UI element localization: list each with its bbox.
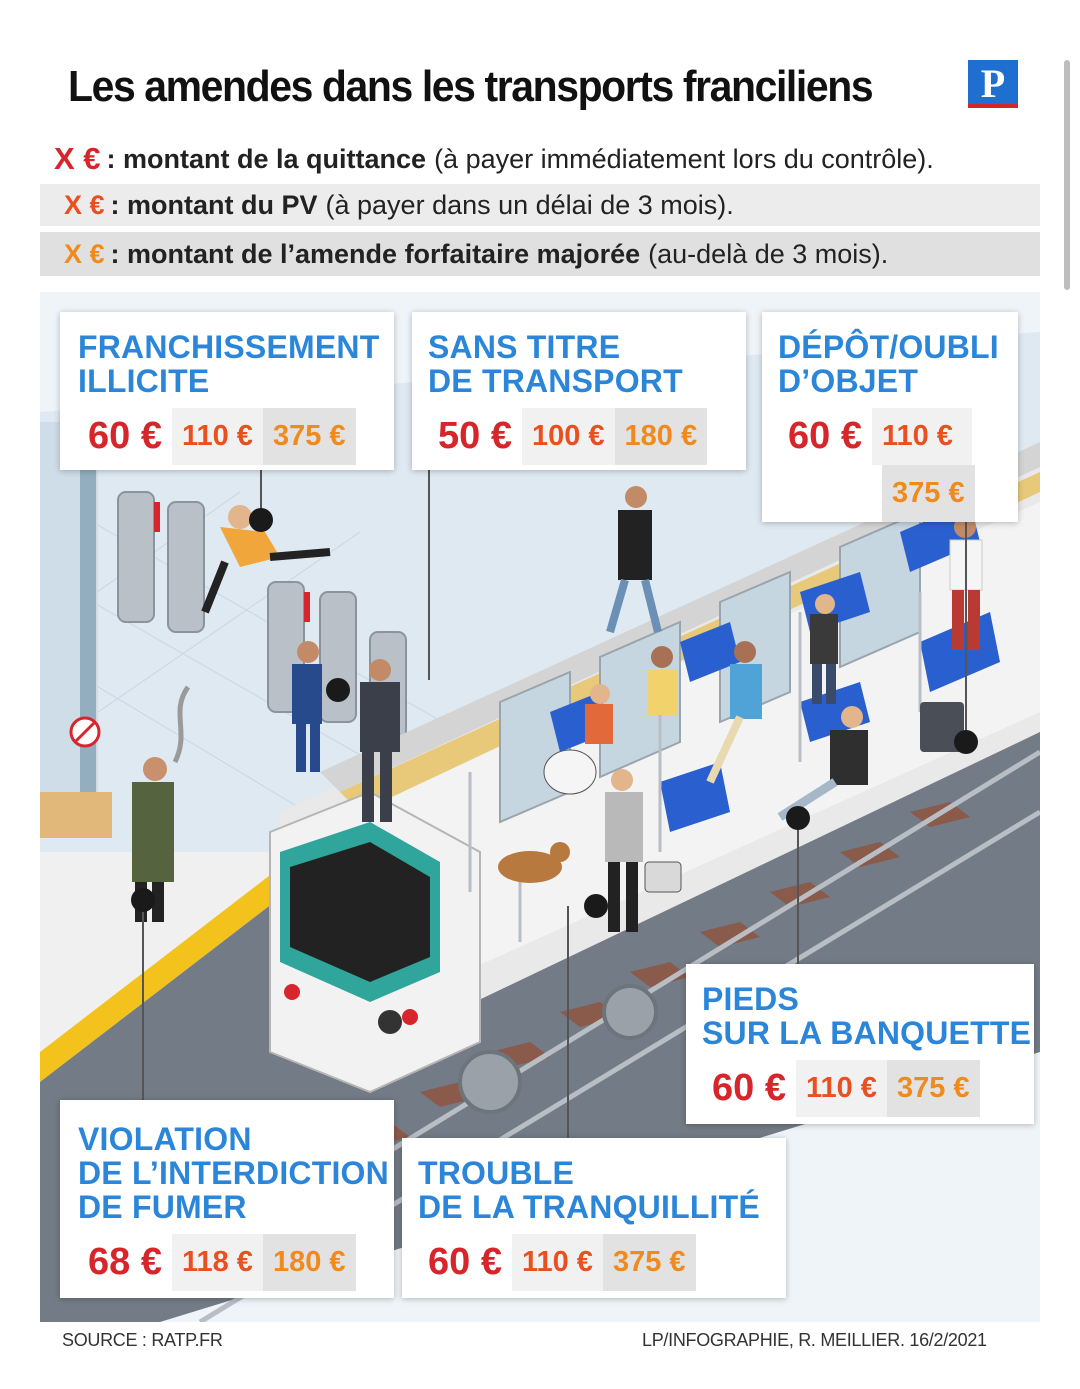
legend-label: : montant de la quittance [106,143,427,174]
price-majoree: 375 € [887,1060,980,1117]
legend-description: (à payer immédiatement lors du contrôle). [434,143,934,174]
source-credit: SOURCE : RATP.FR [62,1330,223,1350]
fine-prices [702,1060,1034,1117]
price-majoree: 180 € [615,408,708,465]
price-quittance: 60 € [788,415,862,457]
marker-dot [249,508,273,532]
price-majoree: 375 € [603,1234,696,1291]
price-majoree: 180 € [263,1234,356,1291]
price-pv: 110 € [872,408,972,465]
le-parisien-logo: P [968,60,1018,108]
fine-card-interdiction-fumer [60,1100,394,1298]
marker-dot [786,806,810,830]
fine-card-sans-titre [412,312,746,470]
fine-heading: SANS TITRE DE TRANSPORT [428,329,683,399]
price-pv: 110 € [512,1234,603,1291]
leader-line [797,818,799,964]
price-pv: 110 € [796,1060,887,1117]
fine-heading: PIEDS SUR LA BANQUETTE [702,981,1032,1051]
legend-description: (à payer dans un délai de 3 mois). [325,189,734,220]
page-title: Les amendes dans les transports franciliens [68,62,873,111]
fine-card-depot-objet [762,312,1018,522]
price-quittance: 60 € [428,1241,502,1283]
marker-dot [326,678,350,702]
fine-prices [78,1234,394,1291]
leader-line [142,900,144,1100]
fine-prices [428,408,746,465]
marker-dot [584,894,608,918]
price-pv: 100 € [522,408,615,465]
fine-heading: DÉPÔT/OUBLI D’OBJET [778,329,999,399]
legend-majoree [40,232,1040,276]
price-quittance: 68 € [88,1241,162,1283]
price-majoree: 375 € [882,465,975,522]
legend-symbol: X € [64,189,105,220]
legend-symbol: X € [64,238,105,269]
fine-heading: FRANCHISSEMENT ILLICITE [78,329,380,399]
legend-description: (au-delà de 3 mois). [648,238,889,269]
fine-card-franchissement [60,312,394,470]
leader-line [965,522,967,742]
fine-heading: TROUBLE DE LA TRANQUILLITÉ [418,1155,760,1225]
price-quittance: 60 € [88,415,162,457]
fine-card-trouble-tranquillite [402,1138,786,1298]
price-quittance: 60 € [712,1067,786,1109]
fine-prices [778,408,988,522]
fine-prices [78,408,394,465]
marker-dot [954,730,978,754]
legend-label: : montant de l’amende forfaitaire majorée [110,238,641,269]
legend-quittance [40,138,1040,180]
infographic-credit: LP/INFOGRAPHIE, R. MEILLIER. 16/2/2021 [642,1330,987,1350]
price-pv: 118 € [172,1234,263,1291]
legend-symbol: X € [54,141,101,176]
metro-illustration [40,292,1040,1322]
fine-heading: VIOLATION DE L’INTERDICTION DE FUMER [78,1121,389,1225]
leader-line [567,906,569,1138]
scrollbar[interactable] [1064,60,1070,290]
legend-pv [40,184,1040,226]
leader-line [428,470,430,680]
legend-label: : montant du PV [110,189,318,220]
price-quittance: 50 € [438,415,512,457]
marker-dot [131,888,155,912]
fine-card-pieds-banquette [686,964,1034,1124]
price-pv: 110 € [172,408,263,465]
fine-prices [418,1234,786,1291]
price-majoree: 375 € [263,408,356,465]
